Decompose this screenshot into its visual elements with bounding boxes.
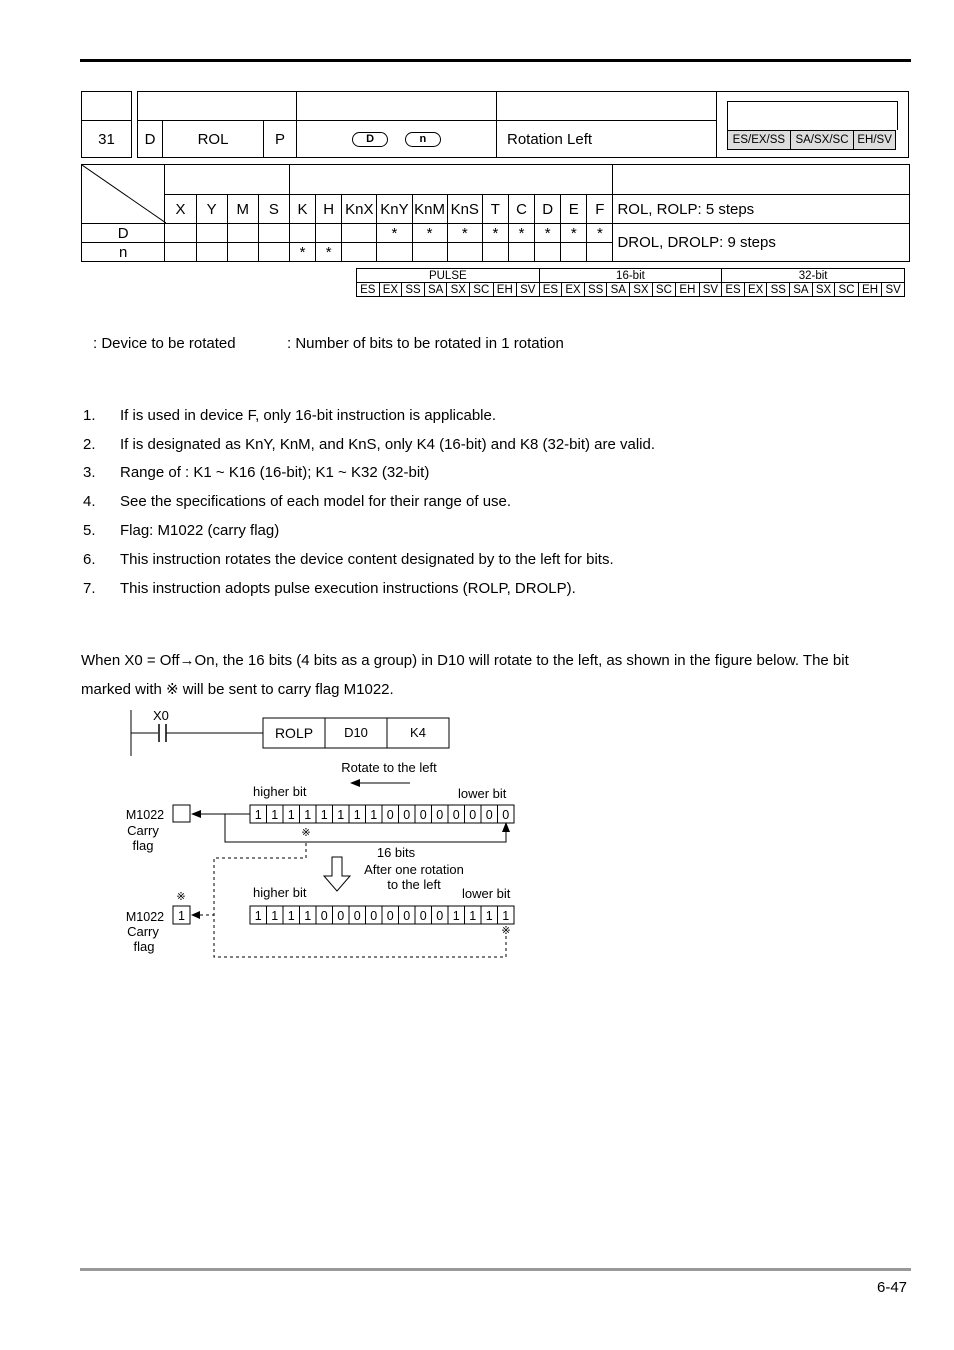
operand-d-pill: D [352,132,388,147]
flag-name-2: M1022 [125,910,165,924]
mark [535,243,561,262]
model: ES [357,283,380,297]
mark [196,243,227,262]
model: ES [539,283,562,297]
rotation-diagram [0,700,954,970]
group-pulse: PULSE [357,269,540,283]
bit-value: 0 [403,909,411,923]
col-c: C [508,195,534,224]
explanation-item: See the specifications of each model for their range of use. [120,493,512,510]
model: SA [607,283,630,297]
model: EX [379,283,402,297]
bit-value: 1 [452,909,460,923]
col-t: T [482,195,508,224]
mark [227,243,258,262]
rotate-arrow-head [350,779,360,787]
diagonal-corner [82,165,165,224]
to-carry-arrow [191,810,201,818]
bit-value: 0 [386,909,394,923]
explanation-item: Flag: M1022 (carry flag) [120,522,280,539]
mark [508,243,534,262]
mark [165,224,196,243]
model: SA [790,283,813,297]
after-rotation-line2: to the left [387,877,441,892]
dashed-carry-arrow [191,911,200,919]
col-kny: KnY [377,195,412,224]
controller-es: ES/EX/SS [728,130,791,149]
mark: * [508,224,534,243]
model: SS [584,283,607,297]
bit-value: 1 [271,909,279,923]
row-label-d: D [82,224,165,243]
col-m: M [227,195,258,224]
bit-value: 1 [287,808,295,822]
bit-value: 0 [485,808,493,822]
operand-n-pill: n [405,132,441,147]
explanation-item: If is used in device F, only 16-bit instruction is applicable. [120,407,497,424]
mark [258,243,289,262]
flag-name: M1022 [125,808,165,822]
mark [258,224,289,243]
diagonal-line [82,165,166,223]
explanation-item: If is designated as KnY, KnM, and KnS, only K4 (16-bit) and K8 (32-bit) are valid. [120,436,656,453]
example-line-1: When X0 = Off→On, the 16 bits (4 bits as a group) in D10 will rotate to the left, as shown in the figure below. The bit [81,652,849,669]
higher-bit-label: higher bit [253,784,307,799]
mark: * [447,224,482,243]
operand-cell [297,121,497,158]
mark: * [316,243,342,262]
bit-value: 0 [353,909,361,923]
bit-value: 1 [502,909,510,923]
bit-value: 0 [502,808,510,822]
mark: * [377,224,412,243]
model: SV [699,283,722,297]
bits-after [250,906,514,924]
example-line-2: marked with ※ will be sent to carry flag M1022. [81,681,394,698]
rotate-label: Rotate to the left [341,760,437,775]
explanation-item: This instruction adopts pulse execution instructions (ROLP, DROLP). [120,580,576,597]
controller-sa: SA/SX/SC [790,130,854,149]
carry-value: 1 [178,909,185,923]
mark [587,243,613,262]
instruction-mnemonic: ROLP [274,725,314,741]
operand-n-description: : Number of bits to be rotated in 1 rotation [287,335,564,352]
operand-d-description: : Device to be rotated [93,335,236,352]
mark: * [561,224,587,243]
mark-after: ※ [501,925,511,937]
mnemonic: ROL [163,121,264,158]
col-y: Y [196,195,227,224]
steps-32bit: DROL, DROLP: 9 steps [613,224,910,262]
col-e: E [561,195,587,224]
model: SC [835,283,858,297]
model: ES [722,283,745,297]
mark [482,243,508,262]
explanation-item: Range of : K1 ~ K16 (16-bit); K1 ~ K32 (32-bit) [120,464,430,481]
top-rule [80,59,911,62]
col-k: K [289,195,315,224]
col-d: D [535,195,561,224]
bit-value: 1 [287,909,295,923]
model: EH [858,283,881,297]
explanation-item: This instruction rotates the device content designated by to the left for bits. [120,551,614,568]
mark [196,224,227,243]
bits-prefix: D [138,121,163,158]
col-knm: KnM [412,195,447,224]
bit-value: 0 [370,909,378,923]
model: SC [652,283,675,297]
mark [289,224,315,243]
item-number: 4. [83,493,96,510]
model: SX [812,283,835,297]
api-number: 31 [82,121,132,158]
group-32bit: 32-bit [722,269,905,283]
mark [165,243,196,262]
controller-eh: EH/SV [854,130,896,149]
flag-label-2: flag [133,939,155,954]
mark-before: ※ [301,827,311,839]
item-number: 7. [83,580,96,597]
bit-value: 1 [485,909,493,923]
model: SV [517,283,540,297]
flag-label: flag [132,838,154,853]
bit-value: 1 [304,909,312,923]
mark [377,243,412,262]
mark [316,224,342,243]
lower-bit-label-2: lower bit [462,886,511,901]
model: SX [447,283,470,297]
mark: * [412,224,447,243]
bit-value: 0 [436,808,444,822]
carry-label-2: Carry [127,924,159,939]
bits-before [250,805,514,823]
model: SC [470,283,493,297]
steps-16bit: ROL, ROLP: 5 steps [613,195,910,224]
item-number: 2. [83,436,96,453]
model: SA [424,283,447,297]
bit-value: 0 [419,808,427,822]
bit-value: 1 [469,909,477,923]
mark [227,224,258,243]
pulse-suffix: P [264,121,297,158]
item-number: 5. [83,522,96,539]
bit-value: 0 [386,808,394,822]
bit-value: 0 [403,808,411,822]
mark [561,243,587,262]
carry-label: Carry [127,823,159,838]
model: EX [562,283,585,297]
bit-value: 1 [254,808,262,822]
mark: * [587,224,613,243]
col-knx: KnX [342,195,377,224]
sixteen-bits-label: 16 bits [376,845,416,860]
lower-bit-label: lower bit [458,786,507,801]
bit-value: 0 [337,909,345,923]
bit-value: 1 [370,808,378,822]
model: EH [676,283,699,297]
mark: * [535,224,561,243]
after-rotation-line1: After one rotation [364,862,464,877]
bit-value: 0 [469,808,477,822]
execution-table [356,268,905,297]
item-number: 3. [83,464,96,481]
bit-value: 1 [254,909,262,923]
mark [447,243,482,262]
mark: * [482,224,508,243]
mark [412,243,447,262]
instruction-header-table [81,91,909,158]
instruction-arg1: D10 [344,725,368,740]
carry-flag-box [173,805,190,822]
col-h: H [316,195,342,224]
function-name: Rotation Left [497,121,717,158]
model: EX [744,283,767,297]
col-kns: KnS [447,195,482,224]
bit-value: 1 [337,808,345,822]
group-16bit: 16-bit [539,269,722,283]
row-label-n: n [82,243,165,262]
bit-value: 1 [271,808,279,822]
model: SS [402,283,425,297]
model: SV [882,283,905,297]
bit-value: 1 [304,808,312,822]
mark [342,243,377,262]
col-s: S [258,195,289,224]
col-f: F [587,195,613,224]
bit-value: 0 [419,909,427,923]
bit-value: 0 [452,808,460,822]
page-number: 6-47 [877,1279,908,1296]
bit-value: 1 [353,808,361,822]
model: SX [630,283,653,297]
down-arrow [324,857,350,891]
operand-table [81,164,910,262]
model: EH [493,283,516,297]
model: SS [767,283,790,297]
controller-table [727,130,896,150]
mark-flag: ※ [176,891,186,903]
item-number: 1. [83,407,96,424]
bit-value: 0 [320,909,328,923]
higher-bit-label-2: higher bit [253,885,307,900]
bit-value: 1 [320,808,328,822]
mark: * [289,243,315,262]
item-number: 6. [83,551,96,568]
contact-label: X0 [153,708,169,723]
col-x: X [165,195,196,224]
instruction-arg2: K4 [410,725,426,740]
bit-value: 0 [436,909,444,923]
bottom-rule [80,1268,911,1271]
mark [342,224,377,243]
